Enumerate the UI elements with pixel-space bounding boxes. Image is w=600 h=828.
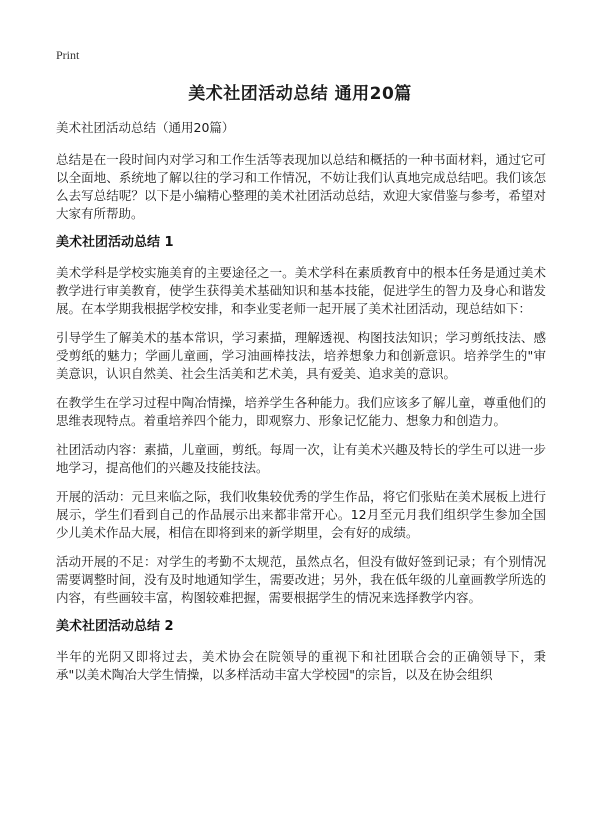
section-paragraph: 在教学生在学习过程中陶冶情操，培养学生各种能力。我们应该多了解儿童，尊重他们的思维表现特点。着重培养四个能力，即观察力、形象记忆能力、想象力和创造力。 [56,395,546,428]
section-paragraph: 美术学科是学校实施美育的主要途径之一。美术学科在素质教育中的根本任务是通过美术教学进行审美教育，使学生获得美术基础知识和基本技能，促进学生的智力及身心和谐发展。在本学期我根据学校安排，和李业雯老师一起开展了美术社团活动，现总结如下： [56,265,546,316]
document-subtitle: 美术社团活动总结（通用20篇） [56,120,235,135]
page-title: 美术社团活动总结 通用20篇 [188,84,412,104]
print-link[interactable]: Print [56,48,80,62]
section-paragraph: 开展的活动：元旦来临之际，我们收集较优秀的学生作品，将它们张贴在美术展板上进行展示，学生们看到自己的作品展示出来都非常开心。12月至元月我们组织学生参加全国少儿美术作品大展，相信在即将到来的新学期里，会有好的成绩。 [56,489,546,540]
document-body [56,119,546,695]
section-paragraph: 引导学生了解美术的基本常识，学习素描，理解透视、构图技法知识；学习剪纸技法、感受剪纸的魅力；学画儿童画，学习油画棒技法，培养想象力和创新意识。培养学生的"审美意识，认识自然美、社会生活美和艺术美，具有爱美、追求美的意识。 [56,330,546,381]
section-paragraph: 社团活动内容：素描，儿童画，剪纸。每周一次，让有美术兴趣及特长的学生可以进一步地学习，提高他们的兴趣及技能技法。 [56,442,546,475]
section-heading: 美术社团活动总结 2 [56,619,174,634]
section-paragraph: 活动开展的不足：对学生的考勤不太规范，虽然点名，但没有做好签到记录；有个别情况需要调整时间，没有及时地通知学生，需要改进；另外，我在低年级的儿童画教学所选的内容，有些画较丰富，构图较难把握，需要根据学生的情况来选择教学内容。 [56,554,546,605]
section-heading: 美术社团活动总结 1 [56,235,174,250]
section-paragraph: 半年的光阴又即将过去，美术协会在院领导的重视下和社团联合会的正确领导下，秉承"以美术陶冶大学生情操，以多样活动丰富大学校园"的宗旨，以及在协会组织 [56,649,546,682]
intro-paragraph: 总结是在一段时间内对学习和工作生活等表现加以总结和概括的一种书面材料，通过它可以全面地、系统地了解以往的学习和工作情况，不妨让我们认真地完成总结吧。我们该怎么去写总结呢？以下是小编精心整理的美术社团活动总结，欢迎大家借鉴与参考，希望对大家有所帮助。 [56,152,546,221]
